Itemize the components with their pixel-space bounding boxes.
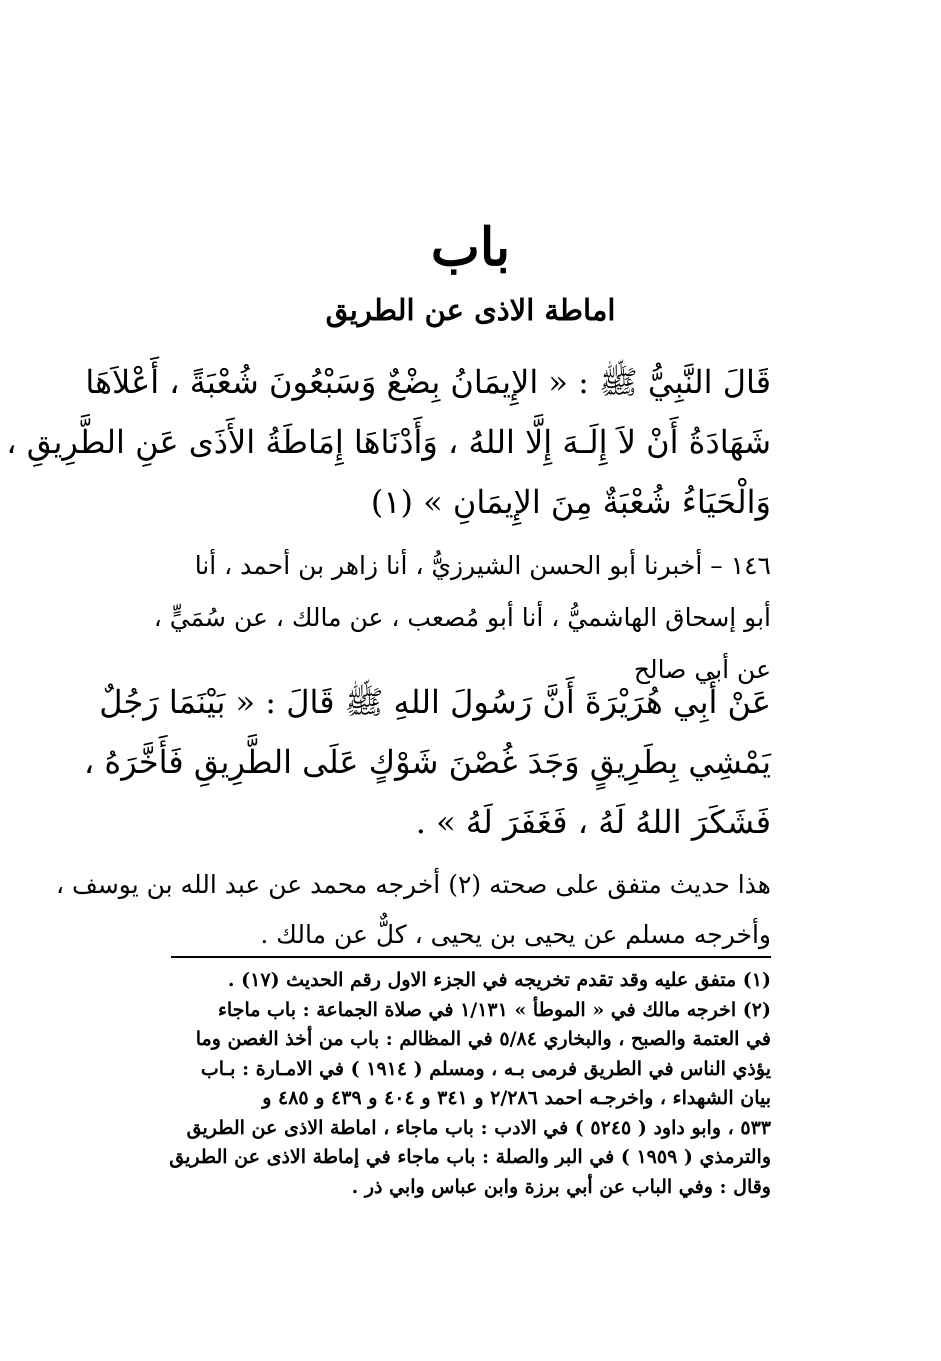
- hadith-second-line: عَنْ أَبِي هُرَيْرَةَ أَنَّ رَسُولَ اللهِ ﷺ قَالَ : « بَيْنَمَا رَجُلٌ: [99, 683, 771, 721]
- footnote-line: يؤذي الناس في الطريق فرمى بـه ، ومسلم ( ١٩١٤ ) في الامـارة : بـاب: [200, 1057, 771, 1080]
- commentary-line: هذا حديث متفق على صحته (٢) أخرجه محمد عن عبد الله بن يوسف ،: [55, 870, 771, 899]
- footnote-divider: [171, 956, 771, 958]
- chapter-title: باب: [430, 217, 511, 278]
- commentary-line: وأخرجه مسلم عن يحيى بن يحيى ، كلٌّ عن مالك .: [260, 920, 771, 949]
- isnad-line: عن أبي صالح: [633, 655, 771, 684]
- commentary: [55, 860, 771, 960]
- footnotes: [161, 966, 771, 1202]
- isnad-line: أبو إسحاق الهاشميُّ ، أنا أبو مُصعب ، عن مالك ، عن سُمَيٍّ ،: [153, 603, 771, 632]
- hadith-second-text: [83, 672, 771, 852]
- hadith-main-line: شَهَادَةُ أَنْ لاَ إِلَـهَ إِلَّا اللهُ ، وَأَدْنَاهَا إِمَاطَةُ الأَذَى عَنِ الطَّرِيقِ ،: [6, 423, 771, 461]
- chapter-subtitle: اماطة الاذى عن الطريق: [325, 293, 616, 327]
- footnote-line: والترمذي ( ١٩٥٩ ) في البر والصلة : باب ماجاء في إماطة الاذى عن الطريق: [169, 1146, 771, 1168]
- footnote-line: (٢) اخرجه مالك في « الموطأ » ١/١٣١ في صلاة الجماعة : باب ماجاء: [217, 998, 771, 1021]
- hadith-main-line: قَالَ النَّبِيُّ ﷺ : « الإِيمَانُ بِضْعٌ وَسَبْعُونَ شُعْبَةً ، أَعْلاَهَا: [85, 363, 771, 401]
- isnad-line: ١٤٦ – أخبرنا أبو الحسن الشيرزيُّ ، أنا زاهر بن أحمد ، أنا: [194, 551, 771, 580]
- footnote-line: وقال : وفي الباب عن أبي برزة وابن عباس وابي ذر .: [351, 1175, 771, 1198]
- hadith-second-line: فَشَكَرَ اللهُ لَهُ ، فَغَفَرَ لَهُ » .: [415, 803, 771, 841]
- footnote-line: ٥٣٣ ، وابو داود ( ٥٢٤٥ ) في الادب : باب ماجاء ، اماطة الاذى عن الطريق: [186, 1116, 771, 1139]
- hadith-main-text: [6, 352, 771, 532]
- footnote-line: في العتمة والصبح ، والبخاري ٥/٨٤ في المظالم : باب من أخذ الغصن وما: [195, 1028, 771, 1050]
- hadith-main-line: وَالْحَيَاءُ شُعْبَةٌ مِنَ الإِيمَانِ » (١): [370, 483, 771, 521]
- hadith-second-line: يَمْشِي بِطَرِيقٍ وَجَدَ غُصْنَ شَوْكٍ عَلَى الطَّرِيقِ فَأَخَّرَهُ ،: [83, 743, 771, 781]
- footnote-line: (١) متفق عليه وقد تقدم تخريجه في الجزء الاول رقم الحديث (١٧) .: [227, 969, 771, 991]
- footnote-line: بيان الشهداء ، واخرجـه احمد ٢/٢٨٦ و ٣٤١ و ٤٠٤ و ٤٣٩ و ٤٨٥ و: [262, 1087, 771, 1109]
